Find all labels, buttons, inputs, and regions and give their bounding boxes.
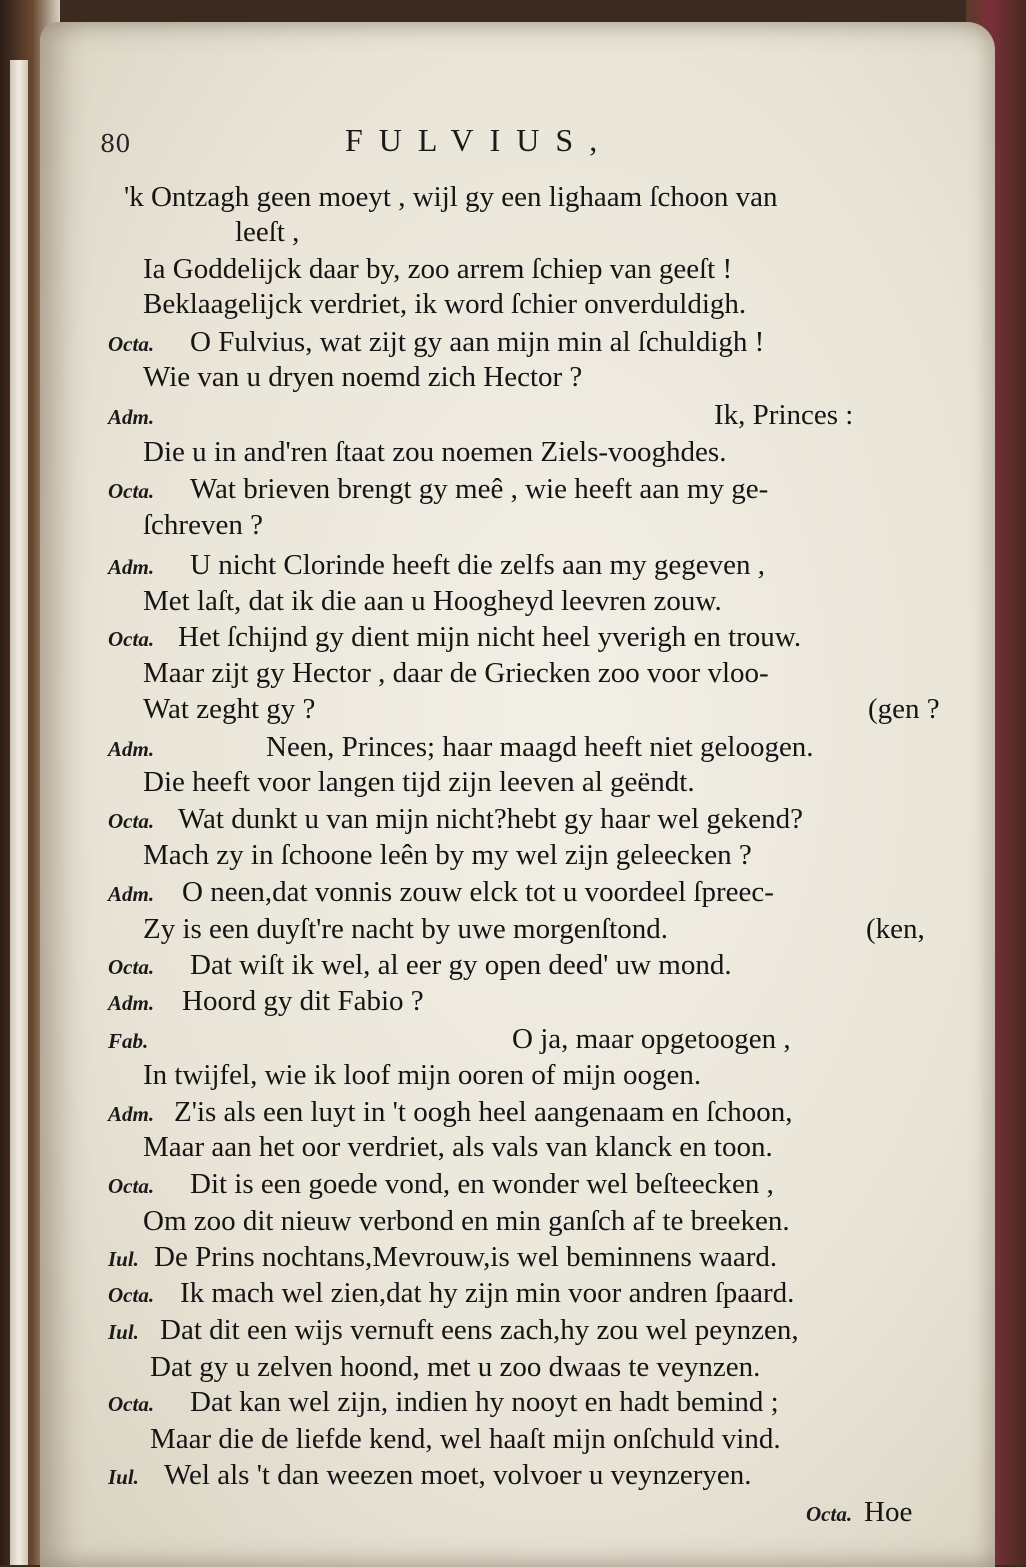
line-text: Het ſchijnd gy dient mijn nicht heel yverigh en trouw. [178,621,802,653]
line-text: Die heeft voor langen tijd zijn leeven al geëndt. [143,766,695,798]
verse-line [108,948,732,984]
verse-line [235,215,299,249]
catchword-text: Hoe [864,1496,913,1528]
line-text: Met laſt, dat ik die aan u Hoogheyd leevren zouw. [143,585,722,617]
verse-line [108,472,768,508]
line-text: Ia Goddelijck daar by, zoo arrem ſchiep van geeſt ! [143,253,733,285]
line-text: O Fulvius, wat zijt gy aan mijn min al ſchuldigh ! [190,326,765,358]
line-text: Dat kan wel zijn, indien hy nooyt en hadt bemind ; [190,1386,779,1418]
verse-line [108,1095,792,1131]
verse-line [143,508,263,542]
verse-line [108,1240,777,1276]
line-text: Wat brieven brengt gy meê , wie heeft aan my ge- [190,473,769,505]
verse-line [108,1385,779,1421]
verse-line [108,1022,791,1058]
speaker-label: Adm. [108,737,155,761]
line-text: Maar aan het oor verdriet, als vals van klanck en toon. [143,1131,773,1163]
verse-line [108,984,424,1020]
verse-line [108,398,853,434]
verse-line [143,912,668,946]
verse-line [866,912,925,946]
verse-line [143,692,315,726]
verse-line [143,1058,701,1092]
speaker-label: Octa. [108,479,155,503]
verse-line [143,360,582,394]
verse-line [143,765,695,799]
speaker-label: Octa. [108,1174,155,1198]
speaker-label: Octa. [108,627,155,651]
verse-line [108,325,764,361]
line-text: Hoord gy dit Fabio ? [182,985,424,1017]
speaker-label: Adm. [108,405,155,429]
line-text: Dit is een goede vond, en wonder wel beſteecken , [190,1168,774,1200]
speaker-label: Adm. [108,882,155,906]
line-text: Wel als 't dan weezen moet, volvoer u veynzeryen. [164,1459,752,1491]
speaker-label: Fab. [108,1029,149,1053]
line-text: Ik, Princes : [714,399,854,431]
line-text: Die u in and'ren ſtaat zou noemen Ziels-vooghdes. [143,436,727,468]
line-text: ſchreven ? [143,509,263,541]
line-text: 'k Ontzagh geen moeyt , wijl gy een lighaam ſchoon van [124,181,778,213]
verse-line [868,692,940,726]
line-text: (ken, [866,913,925,945]
verse-line [150,1350,760,1384]
verse-line [108,1313,799,1349]
line-text: Mach zy in ſchoone leên by my wel zijn geleecken ? [143,839,752,871]
speaker-label: Adm. [108,1102,155,1126]
line-text: O neen,dat vonnis zouw elck tot u voordeel ſpreec- [182,876,774,908]
line-text: Dat gy u zelven hoond, met u zoo dwaas te veynzen. [150,1351,761,1383]
verse-line [143,838,752,872]
speaker-label: Adm. [108,555,155,579]
line-text: Zy is een duyſt're nacht by uwe morgenſtond. [143,913,668,945]
speaker-label: Octa. [108,332,155,356]
line-text: Neen, Princes; haar maagd heeft niet geloogen. [266,731,814,763]
line-text: Wat dunkt u van mijn nicht?hebt gy haar wel gekend? [178,803,804,835]
line-text: O ja, maar opgetoogen , [512,1023,791,1055]
verse-line [108,730,814,766]
speaker-label: Octa. [108,955,155,979]
line-text: leeſt , [235,216,300,248]
catchword-speaker: Octa. [806,1502,853,1526]
speaker-label: Iul. [108,1320,139,1344]
line-text: In twijfel, wie ik loof mijn ooren of mijn oogen. [143,1059,702,1091]
speaker-label: Octa. [108,1283,155,1307]
verse-line [143,435,726,469]
line-text: Maar die de liefde kend, wel haaſt mijn onſchuld vind. [150,1423,781,1455]
speaker-label: Adm. [108,991,155,1015]
line-text: Ik mach wel zien,dat hy zijn min voor andren ſpaard. [180,1277,795,1309]
speaker-label: Iul. [108,1465,139,1489]
verse-line [143,1130,773,1164]
verse-line [143,584,722,618]
verse-line [108,1458,752,1494]
line-text: Om zoo dit nieuw verbond en min ganſch af te breeken. [143,1205,790,1237]
line-text: Z'is als een luyt in 't oogh heel aangenaam en ſchoon, [174,1096,793,1128]
speaker-label: Octa. [108,809,155,833]
verse-line [108,875,774,911]
verse-line [150,1422,781,1456]
verse-line [143,1204,790,1238]
verse-line [143,656,769,690]
verse-line [124,180,778,214]
catchword [806,1496,912,1529]
line-text: De Prins nochtans,Mevrouw,is wel beminnens waard. [154,1241,778,1273]
running-title: FULVIUS, [345,122,614,158]
line-text: Beklaagelijck verdriet, ik word ſchier onverduldigh. [143,288,747,320]
speaker-label: Octa. [108,1392,155,1416]
verse-line [108,1276,794,1312]
line-text: U nicht Clorinde heeft die zelfs aan my gegeven , [190,549,765,581]
line-text: Dat dit een wijs vernuft eens zach,hy zou wel peynzen, [160,1314,799,1346]
line-text: Dat wiſt ik wel, al eer gy open deed' uw mond. [190,949,732,981]
verse-line [108,1167,774,1203]
line-text: Maar zijt gy Hector , daar de Griecken zoo voor vloo- [143,657,769,689]
verse-line [108,620,801,656]
verse-line [143,287,746,321]
line-text: Wat zeght gy ? [143,693,316,725]
page-number: 80 [100,130,131,158]
verse-line [108,548,765,584]
line-text: Wie van u dryen noemd zich Hector ? [143,361,583,393]
verse-line [108,802,803,838]
line-text: (gen ? [868,693,940,725]
speaker-label: Iul. [108,1247,139,1271]
verse-line [143,252,732,286]
